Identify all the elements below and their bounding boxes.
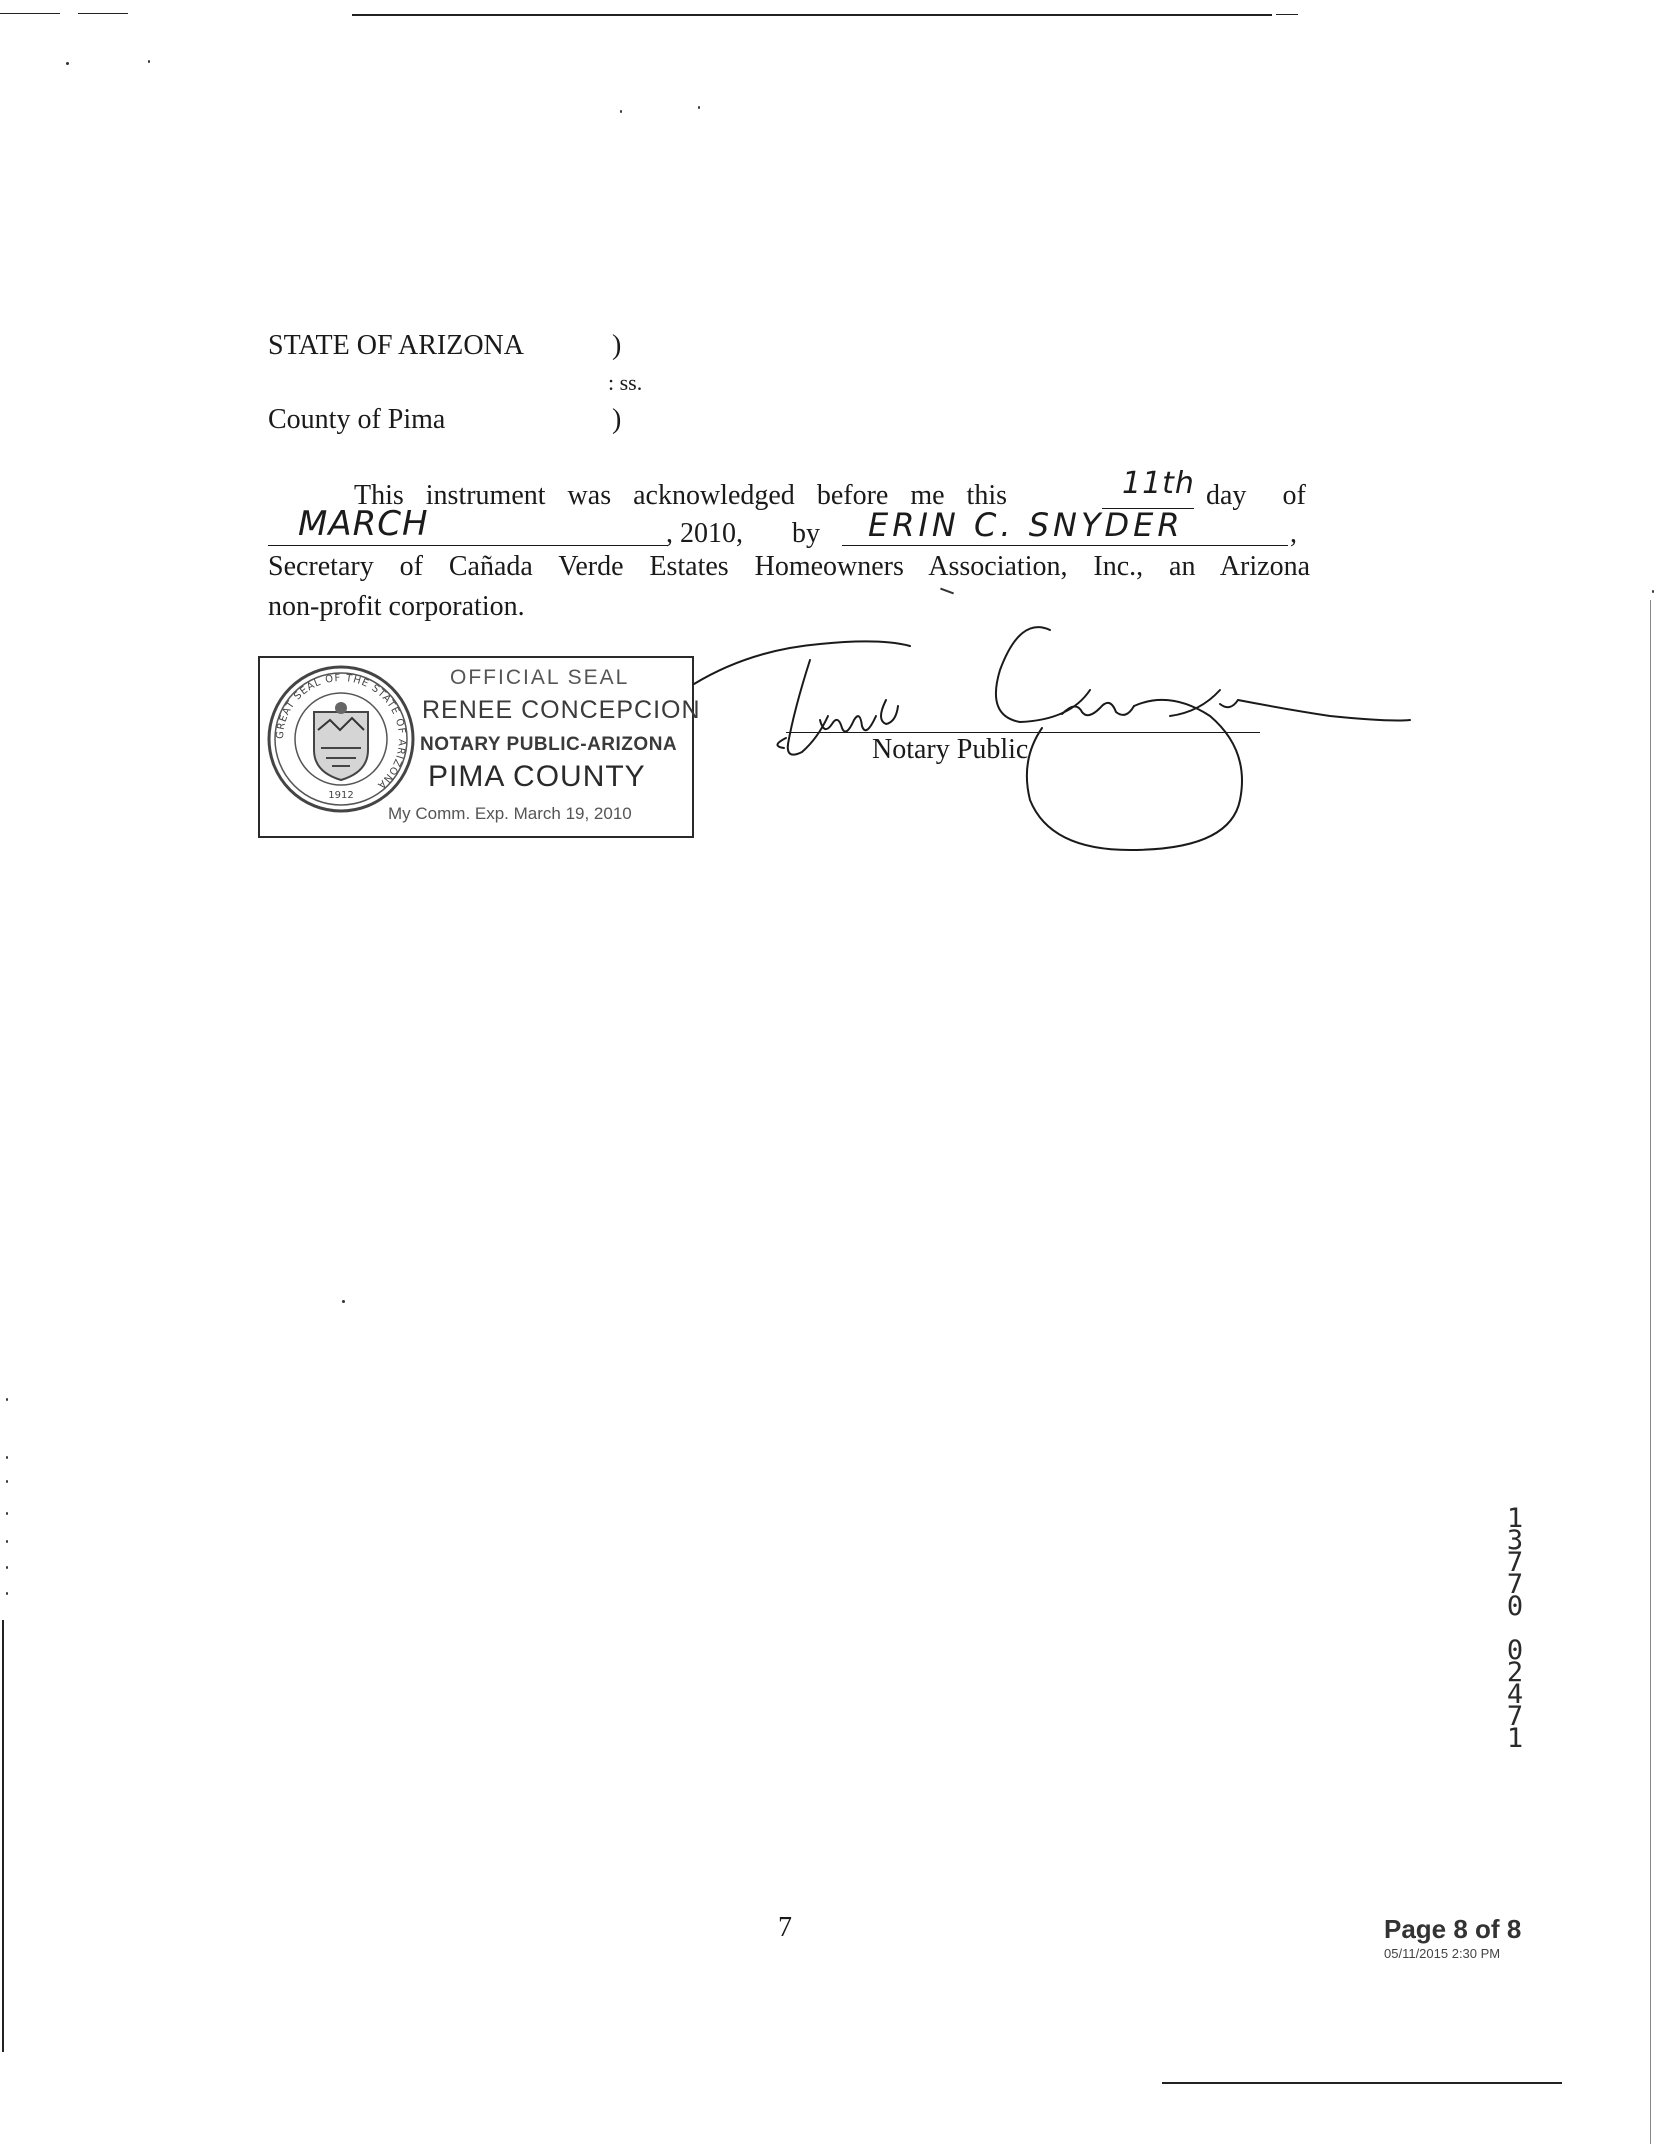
speck	[6, 1512, 8, 1515]
month-fill-line	[268, 545, 668, 546]
page-number: 7	[778, 1912, 792, 1943]
page-of-label: Page 8 of 8	[1384, 1914, 1522, 1944]
speck	[1652, 590, 1654, 593]
speck	[6, 1566, 8, 1569]
speck	[6, 1540, 8, 1543]
scan-line-right-edge	[1650, 600, 1651, 2144]
day-handwritten: 11th	[1122, 466, 1195, 501]
name-fill-line	[842, 545, 1288, 546]
notary-public-label: Notary Public	[872, 734, 1029, 765]
venue-county: County of Pima	[268, 404, 446, 435]
stamp-role: NOTARY PUBLIC-ARIZONA	[420, 734, 678, 755]
venue-paren-close: )	[612, 404, 622, 435]
print-timestamp: 05/11/2015 2:30 PM	[1384, 1946, 1501, 1961]
ack-word: instrument	[425, 480, 546, 511]
stamp-county: PIMA COUNTY	[428, 760, 646, 793]
ack-word: of	[1282, 480, 1306, 511]
speck	[66, 62, 69, 65]
ack-word: before	[816, 480, 889, 511]
speck	[6, 1592, 8, 1595]
scan-line-left-edge	[2, 1620, 4, 2052]
speck	[6, 1456, 8, 1459]
arizona-seal-icon	[266, 664, 416, 814]
seal-ring-text: GREAT SEAL OF THE STATE OF ARIZONA	[274, 672, 408, 791]
speck	[620, 110, 622, 113]
ack-word: me	[910, 480, 945, 511]
speck	[6, 1398, 8, 1401]
ack-word: this	[966, 480, 1008, 511]
ack-line-1-end	[1206, 477, 1306, 514]
ack-line-3: Secretary of Cañada Verde Estates Homeowners Association, Inc., an Arizona	[268, 551, 1310, 582]
ack-word: day	[1206, 480, 1247, 511]
scan-line-top	[352, 14, 1272, 16]
name-handwritten: ERIN C. SNYDER	[868, 506, 1184, 544]
month-handwritten: MARCH	[298, 504, 429, 544]
ack-word: acknowledged	[633, 480, 795, 511]
ack-year: , 2010,	[666, 518, 743, 549]
stamp-expires: My Comm. Exp. March 19, 2010	[388, 804, 632, 823]
scan-mark	[940, 588, 954, 595]
ack-word: This	[354, 480, 404, 511]
scan-line-top-right	[1276, 14, 1298, 15]
signature-line	[786, 732, 1260, 733]
speck	[698, 106, 700, 109]
venue-paren-open: )	[612, 330, 622, 361]
ack-word: was	[567, 480, 612, 511]
venue-state: STATE OF ARIZONA	[268, 330, 524, 361]
ack-by: by	[792, 518, 820, 549]
stamp-title: OFFICIAL SEAL	[450, 666, 630, 689]
venue-ss: : ss.	[608, 370, 643, 395]
scan-line-top-left-2	[78, 13, 128, 14]
recording-id: 1 3 7 7 0 0 2 4 7 1	[1506, 1503, 1524, 1754]
speck	[342, 1300, 345, 1303]
notary-stamp	[258, 656, 701, 838]
speck	[6, 1480, 8, 1483]
ack-trailing-comma: ,	[1290, 518, 1297, 549]
stamp-name: RENEE CONCEPCION	[422, 696, 701, 724]
scan-line-bottom-right	[1162, 2082, 1562, 2084]
seal-year: 1912	[328, 790, 354, 801]
notary-signature	[690, 620, 1420, 860]
ack-line-4: non-profit corporation.	[268, 591, 525, 622]
scan-line-top-left	[0, 13, 60, 14]
speck	[148, 60, 150, 63]
